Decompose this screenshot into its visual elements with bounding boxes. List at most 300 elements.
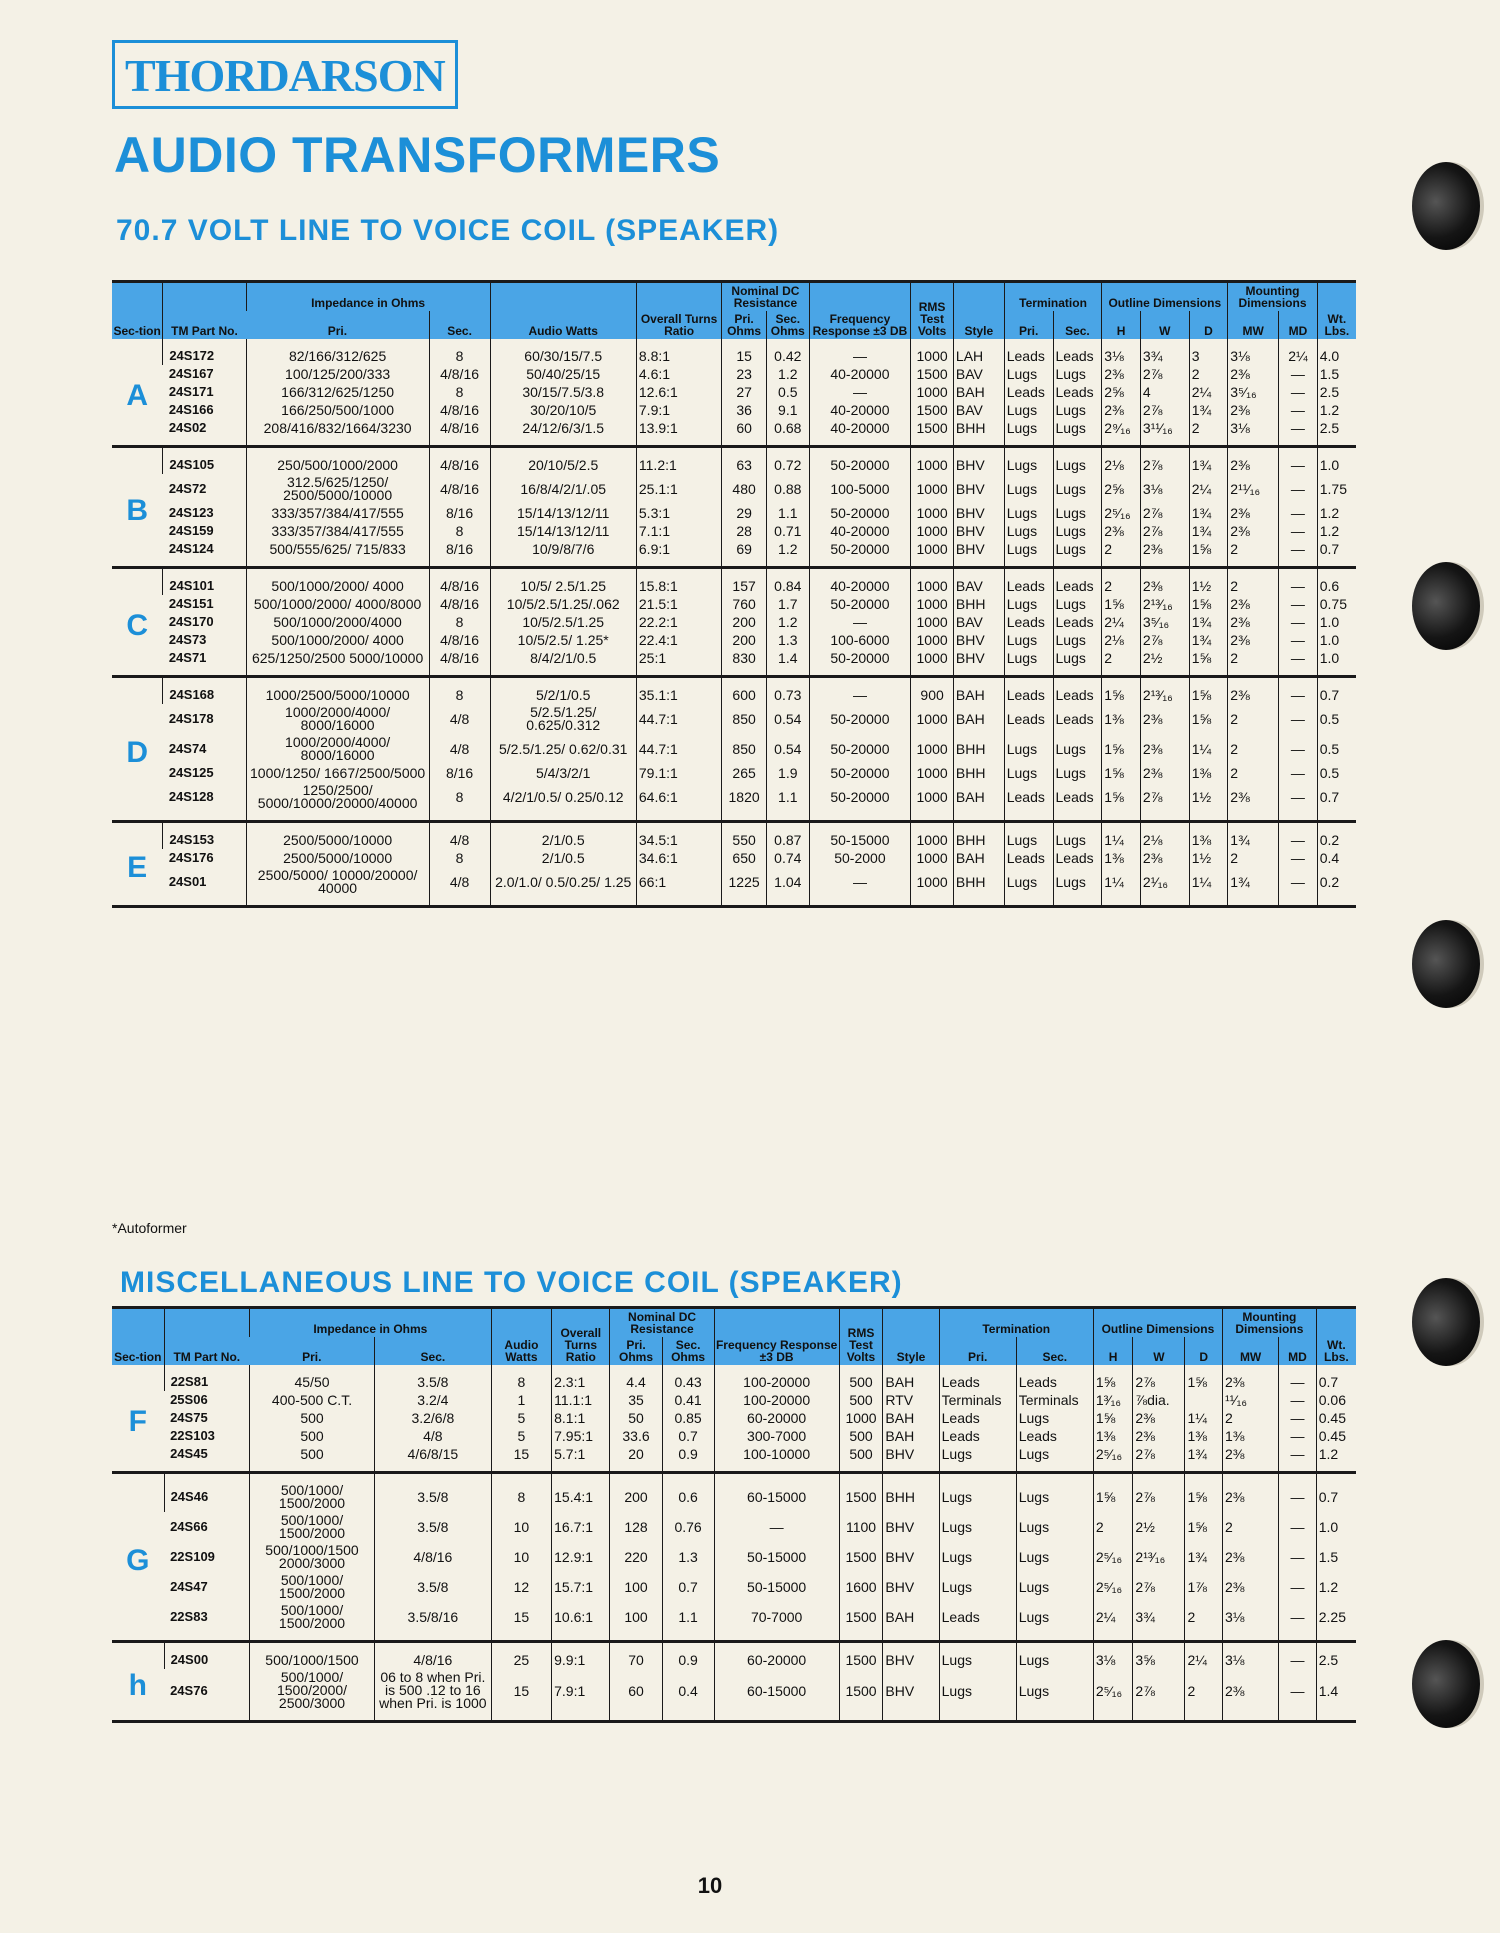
table-cell: 2¹³⁄₁₆ xyxy=(1133,1542,1185,1572)
table-cell: 2 xyxy=(1228,849,1279,867)
table-cell: 15.4:1 xyxy=(552,1473,610,1513)
table-cell: 5/2/1/0.5 xyxy=(490,677,636,705)
section-letter: G xyxy=(112,1473,164,1642)
table-cell: — xyxy=(809,867,911,907)
table-cell: Lugs xyxy=(1004,540,1053,568)
table-cell: 2⅞ xyxy=(1140,522,1189,540)
table-cell: 4/6/8/15 xyxy=(375,1445,492,1473)
table-cell: 2⅜ xyxy=(1222,1365,1278,1391)
header-rms: RMS Test Volts xyxy=(839,1308,883,1366)
table-cell: 16.7:1 xyxy=(552,1512,610,1542)
table-cell: 25 xyxy=(491,1642,551,1670)
table-cell: 3⁵⁄₁₆ xyxy=(1228,383,1279,401)
table-cell: 4/8/16 xyxy=(429,365,490,383)
table-cell: ⅞dia. xyxy=(1133,1391,1185,1409)
table-cell: 1¾ xyxy=(1189,631,1228,649)
table-cell: 24S124 xyxy=(168,541,214,556)
table-cell: 100-20000 xyxy=(714,1391,839,1409)
table-cell: 100/125/200/333 xyxy=(246,365,429,383)
table-cell: 2 xyxy=(1228,764,1279,782)
header-term-pri: Pri. xyxy=(1004,311,1053,339)
table-cell: Leads xyxy=(1004,568,1053,596)
table-cell: 1¾ xyxy=(1189,613,1228,631)
table-cell: 0.68 xyxy=(766,419,809,447)
table-cell: 550 xyxy=(722,822,767,850)
table-cell: 2⅜ xyxy=(1228,613,1279,631)
table-cell: 500 xyxy=(839,1391,883,1409)
table-cell: 1600 xyxy=(839,1572,883,1602)
table-cell: 0.74 xyxy=(766,849,809,867)
table-cell: 4/8/16 xyxy=(429,474,490,504)
table-cell: 3⅛ xyxy=(1222,1602,1278,1642)
table-cell: 500 xyxy=(839,1365,883,1391)
table-cell: 1000 xyxy=(911,383,954,401)
table-cell: 400-500 C.T. xyxy=(250,1391,375,1409)
table-cell: — xyxy=(714,1512,839,1542)
table-cell: 0.06 xyxy=(1316,1391,1356,1409)
table-cell: 2⅞ xyxy=(1140,782,1189,822)
table-cell: Leads xyxy=(939,1602,1016,1642)
table-cell: Lugs xyxy=(1053,631,1102,649)
table-cell: 24S02 xyxy=(168,420,207,435)
table-cell: 500/1000/2000/ 4000/8000 xyxy=(246,595,429,613)
table-cell: 5/2.5/1.25/ 0.62/0.31 xyxy=(490,734,636,764)
table-cell: 2⅜ xyxy=(1222,1669,1278,1722)
table-cell: 1000 xyxy=(911,631,954,649)
table-cell: 1000 xyxy=(911,782,954,822)
table-cell: Lugs xyxy=(939,1473,1016,1513)
header-d: D xyxy=(1185,1337,1223,1365)
table-cell: 1⅜ xyxy=(1189,822,1228,850)
table-cell: 1½ xyxy=(1189,568,1228,596)
table-cell: 10/5/ 2.5/1.25 xyxy=(490,568,636,596)
header-weight: Wt. Lbs. xyxy=(1316,1308,1356,1366)
table-cell: 15/14/13/12/11 xyxy=(490,504,636,522)
table-cell: 2.3:1 xyxy=(552,1365,610,1391)
table-cell: BAV xyxy=(953,365,1004,383)
header-rms: RMS Test Volts xyxy=(911,282,954,340)
table-cell: 15 xyxy=(491,1445,551,1473)
table-cell: 500 xyxy=(250,1427,375,1445)
table-cell: 5 xyxy=(491,1409,551,1427)
table-cell: 3⅛ xyxy=(1102,339,1141,365)
table-cell: Lugs xyxy=(939,1669,1016,1722)
table-cell: — xyxy=(1279,631,1318,649)
table-cell: Leads xyxy=(1053,704,1102,734)
table-cell: BAH xyxy=(883,1365,939,1391)
table-cell: 1¼ xyxy=(1185,1409,1223,1427)
table-cell: Lugs xyxy=(1016,1602,1093,1642)
header-mw: MW xyxy=(1228,311,1279,339)
table-cell: 1.3 xyxy=(662,1542,714,1572)
table-row xyxy=(112,1512,1356,1542)
table-cell: 1000 xyxy=(911,540,954,568)
table-cell: 50-2000 xyxy=(809,849,911,867)
table-cell: Lugs xyxy=(939,1512,1016,1542)
table-cell: 0.72 xyxy=(766,447,809,475)
table-cell: 500/1000/2000/4000 xyxy=(246,613,429,631)
table-cell: 208/416/832/1664/3230 xyxy=(246,419,429,447)
table-row xyxy=(112,568,1356,596)
table-cell: 1⅜ xyxy=(1102,704,1141,734)
table-cell: 1000 xyxy=(911,764,954,782)
table-cell: 1.1 xyxy=(662,1602,714,1642)
section-group-e xyxy=(112,822,1356,907)
table-cell: 2.25 xyxy=(1316,1602,1356,1642)
table-cell: 3.5/8 xyxy=(375,1365,492,1391)
table-cell: 25:1 xyxy=(636,649,721,677)
table-cell: BAV xyxy=(953,613,1004,631)
table-cell: 24S74 xyxy=(168,741,207,756)
table-cell: — xyxy=(1279,522,1318,540)
table-cell: 4/8/16 xyxy=(429,447,490,475)
table-cell: 850 xyxy=(722,734,767,764)
table-cell: 2⅜ xyxy=(1102,401,1141,419)
table-cell: Lugs xyxy=(1004,734,1053,764)
table-cell: 4.6:1 xyxy=(636,365,721,383)
table-cell: — xyxy=(1279,504,1318,522)
table-cell: 2 xyxy=(1102,649,1141,677)
table-cell: 8/16 xyxy=(429,540,490,568)
table-row xyxy=(112,1572,1356,1602)
table-cell: 200 xyxy=(610,1473,662,1513)
table-cell: 2⁵⁄₁₆ xyxy=(1093,1669,1133,1722)
table-cell: 24S167 xyxy=(168,366,214,381)
section-group-c xyxy=(112,568,1356,677)
table-cell: 8 xyxy=(491,1365,551,1391)
table-cell: 2⅞ xyxy=(1133,1365,1185,1391)
table-cell: 1⅝ xyxy=(1093,1365,1133,1391)
table-cell: 6.9:1 xyxy=(636,540,721,568)
table-cell: 1.2 xyxy=(1317,504,1356,522)
table-cell: 0.41 xyxy=(662,1391,714,1409)
table-cell: 15.8:1 xyxy=(636,568,721,596)
header-d: D xyxy=(1189,311,1228,339)
table-cell: 21.5:1 xyxy=(636,595,721,613)
table-cell: 8 xyxy=(429,339,490,365)
table-cell: 2⁵⁄₁₆ xyxy=(1093,1445,1133,1473)
table-cell: 250/500/1000/2000 xyxy=(246,447,429,475)
section-letter: C xyxy=(112,568,163,677)
table-cell: 64.6:1 xyxy=(636,782,721,822)
table-cell: 10/9/8/7/6 xyxy=(490,540,636,568)
table-cell: 4/8/16 xyxy=(429,595,490,613)
table-cell: — xyxy=(1279,1445,1317,1473)
table-cell: 1.1 xyxy=(766,782,809,822)
table-cell: 2⅞ xyxy=(1140,401,1189,419)
table-cell: — xyxy=(1279,419,1318,447)
table-cell: 12.9:1 xyxy=(552,1542,610,1572)
table-cell: 1000/1250/ 1667/2500/5000 xyxy=(246,764,429,782)
table-cell: 4/8/16 xyxy=(429,568,490,596)
table-cell: 2 xyxy=(1189,365,1228,383)
table-cell: 0.4 xyxy=(662,1669,714,1722)
table-cell: 50-20000 xyxy=(809,704,911,734)
table-cell: 40-20000 xyxy=(809,522,911,540)
table-cell: 166/250/500/1000 xyxy=(246,401,429,419)
table-cell: 8.1:1 xyxy=(552,1409,610,1427)
table-cell: Leads xyxy=(1053,568,1102,596)
table-cell: Leads xyxy=(939,1427,1016,1445)
table-row xyxy=(112,1542,1356,1572)
table-cell: 70 xyxy=(610,1642,662,1670)
table-cell: 60-20000 xyxy=(714,1642,839,1670)
table-cell: 1¼ xyxy=(1102,822,1141,850)
header-term-sec: Sec. xyxy=(1016,1337,1093,1365)
table-cell: — xyxy=(1279,849,1318,867)
header-style: Style xyxy=(883,1308,939,1366)
table-cell: — xyxy=(1279,734,1318,764)
table-cell: 1⅝ xyxy=(1102,782,1141,822)
table-cell: 60-15000 xyxy=(714,1473,839,1513)
table-row xyxy=(112,822,1356,850)
table-cell: Lugs xyxy=(1016,1473,1093,1513)
table-row xyxy=(112,383,1356,401)
table-cell: 2¼ xyxy=(1189,474,1228,504)
table-cell: 1000/2500/5000/10000 xyxy=(246,677,429,705)
table-cell: 2⅜ xyxy=(1222,1542,1278,1572)
table-cell: 2¼ xyxy=(1102,613,1141,631)
table-row xyxy=(112,649,1356,677)
table-cell: 0.9 xyxy=(662,1642,714,1670)
table-cell: 24S125 xyxy=(168,765,214,780)
table-cell: 1.0 xyxy=(1317,649,1356,677)
table-cell: Leads xyxy=(1053,677,1102,705)
table-cell: 0.7 xyxy=(662,1572,714,1602)
table-cell: 200 xyxy=(722,613,767,631)
table-cell: Leads xyxy=(939,1365,1016,1391)
table-cell: 4/8 xyxy=(429,867,490,907)
table-cell: 1.2 xyxy=(766,613,809,631)
table-cell: Leads xyxy=(1004,677,1053,705)
table-cell: BHV xyxy=(883,1669,939,1722)
table-row xyxy=(112,504,1356,522)
table-cell: 25.1:1 xyxy=(636,474,721,504)
table-cell: 1⅝ xyxy=(1102,764,1141,782)
table-cell: 2.5 xyxy=(1317,419,1356,447)
table-cell: BHH xyxy=(953,734,1004,764)
table-cell: 40-20000 xyxy=(809,419,911,447)
table-cell: 60 xyxy=(722,419,767,447)
section-group-h xyxy=(112,1642,1356,1722)
binder-hole xyxy=(1412,920,1480,1008)
table-cell: 2⁵⁄₁₆ xyxy=(1093,1572,1133,1602)
spec-table-70v xyxy=(112,280,1356,908)
table-cell: Lugs xyxy=(1016,1445,1093,1473)
table-cell: 1.75 xyxy=(1317,474,1356,504)
table-cell: 2 xyxy=(1222,1512,1278,1542)
header-section: Sec-tion xyxy=(112,1308,164,1366)
table-cell: 40-20000 xyxy=(809,365,911,383)
table-cell: 0.6 xyxy=(662,1473,714,1513)
table-cell: 22S103 xyxy=(170,1428,215,1443)
table-cell: 2¹³⁄₁₆ xyxy=(1140,595,1189,613)
table-cell: 100-6000 xyxy=(809,631,911,649)
table-cell: 1⅜ xyxy=(1189,764,1228,782)
table-cell: 4/8/16 xyxy=(429,631,490,649)
table-cell: Lugs xyxy=(1053,401,1102,419)
table-cell: 7.1:1 xyxy=(636,522,721,540)
table-cell: 333/357/384/417/555 xyxy=(246,504,429,522)
table-cell: 24S01 xyxy=(168,874,207,889)
table-cell: 3.2/4 xyxy=(375,1391,492,1409)
table-cell: 8 xyxy=(429,677,490,705)
table-row xyxy=(112,631,1356,649)
table-cell: 4 xyxy=(1140,383,1189,401)
table-cell: 3.5/8 xyxy=(375,1473,492,1513)
section-group-a xyxy=(112,339,1356,447)
table-cell: 45/50 xyxy=(250,1365,375,1391)
header-audio-watts: Audio Watts xyxy=(490,282,636,340)
table-cell: 2⅜ xyxy=(1140,704,1189,734)
table-cell: — xyxy=(1279,568,1318,596)
table-cell: 1⅜ xyxy=(1185,1427,1223,1445)
table-cell: 2 xyxy=(1228,734,1279,764)
table-cell: 22.4:1 xyxy=(636,631,721,649)
table-cell: Lugs xyxy=(1004,867,1053,907)
table-cell: Leads xyxy=(1004,704,1053,734)
table-cell: 1000 xyxy=(911,474,954,504)
table-cell: 44.7:1 xyxy=(636,734,721,764)
table-cell: 0.7 xyxy=(662,1427,714,1445)
table-cell: Lugs xyxy=(1016,1642,1093,1670)
table-cell: 1000 xyxy=(911,595,954,613)
table-cell: 1.7 xyxy=(766,595,809,613)
header-dc-sec: Sec. Ohms xyxy=(766,311,809,339)
table-cell: 1.0 xyxy=(1317,631,1356,649)
table-cell: 2⅜ xyxy=(1102,522,1141,540)
header-section: Sec-tion xyxy=(112,282,163,340)
table-cell: BAH xyxy=(953,704,1004,734)
table-cell: 1000 xyxy=(911,649,954,677)
table-cell: Lugs xyxy=(1004,504,1053,522)
table-cell: 2¼ xyxy=(1189,383,1228,401)
table-cell: Lugs xyxy=(1053,504,1102,522)
footnote-autoformer: *Autoformer xyxy=(112,1220,187,1236)
header-md: MD xyxy=(1279,1337,1317,1365)
table-cell: 13.9:1 xyxy=(636,419,721,447)
table-cell: 2⅜ xyxy=(1140,540,1189,568)
binder-hole xyxy=(1412,1278,1480,1366)
header-term-pri: Pri. xyxy=(939,1337,1016,1365)
table-cell: 2⅜ xyxy=(1228,365,1279,383)
table-cell: 69 xyxy=(722,540,767,568)
table-cell: 1⅝ xyxy=(1189,595,1228,613)
table-cell: 0.2 xyxy=(1317,867,1356,907)
table-cell: 24S73 xyxy=(168,632,207,647)
table-cell: 24S153 xyxy=(163,822,246,850)
table-cell: 2⅜ xyxy=(1228,631,1279,649)
header-audio-watts: Audio Watts xyxy=(491,1308,551,1366)
table-row xyxy=(112,1669,1356,1722)
table-cell: BHH xyxy=(883,1473,939,1513)
table-row xyxy=(112,522,1356,540)
table-cell: 500 xyxy=(839,1427,883,1445)
table-cell: 1500 xyxy=(911,365,954,383)
binder-hole xyxy=(1412,562,1480,650)
table-cell: 2⅜ xyxy=(1222,1445,1278,1473)
table-cell: 63 xyxy=(722,447,767,475)
table-cell: BAH xyxy=(953,849,1004,867)
table-cell: 2⅜ xyxy=(1228,782,1279,822)
table-cell: 4.0 xyxy=(1317,339,1356,365)
table-cell: 1³⁄₁₆ xyxy=(1093,1391,1133,1409)
table-cell: 1⅝ xyxy=(1189,704,1228,734)
section-letter: D xyxy=(112,677,163,822)
table-cell: 166/312/625/1250 xyxy=(246,383,429,401)
header-outline: Outline Dimensions xyxy=(1093,1308,1222,1338)
table-cell: 24S71 xyxy=(168,650,207,665)
table-cell: 2500/5000/10000 xyxy=(246,849,429,867)
table-cell: 2⁹⁄₁₆ xyxy=(1102,419,1141,447)
table-cell: 2⁵⁄₁₆ xyxy=(1093,1542,1133,1572)
table-cell: 1000 xyxy=(911,867,954,907)
table-cell: 2⅜ xyxy=(1228,401,1279,419)
table-cell: 70-7000 xyxy=(714,1602,839,1642)
table-cell: 24S66 xyxy=(170,1519,208,1534)
table-cell: 157 xyxy=(722,568,767,596)
table-cell: 24S166 xyxy=(168,402,214,417)
table-cell: 1100 xyxy=(839,1512,883,1542)
table-cell: 25S06 xyxy=(170,1392,208,1407)
header-imp-pri: Pri. xyxy=(246,311,429,339)
table-cell: — xyxy=(809,677,911,705)
header-h: H xyxy=(1093,1337,1133,1365)
table-cell: Lugs xyxy=(1004,365,1053,383)
table-cell: 1⅝ xyxy=(1185,1512,1223,1542)
table-cell: 650 xyxy=(722,849,767,867)
table-cell: 2⅜ xyxy=(1133,1427,1185,1445)
table-cell: 3¾ xyxy=(1133,1602,1185,1642)
table-cell: 1⅝ xyxy=(1102,734,1141,764)
table-cell: Lugs xyxy=(939,1542,1016,1572)
table-cell: — xyxy=(1279,595,1318,613)
table-cell: BHV xyxy=(883,1445,939,1473)
table-cell: 2¼ xyxy=(1185,1642,1223,1670)
table-cell: 312.5/625/1250/ 2500/5000/10000 xyxy=(246,474,429,504)
header-term-sec: Sec. xyxy=(1053,311,1102,339)
section-group-d xyxy=(112,677,1356,822)
table-cell: 15 xyxy=(491,1669,551,1722)
table-cell: 1¾ xyxy=(1228,867,1279,907)
table-row xyxy=(112,1473,1356,1513)
table-cell: 2¹⁄₁₆ xyxy=(1140,867,1189,907)
table-cell: BAH xyxy=(953,782,1004,822)
table-cell: 50-15000 xyxy=(714,1542,839,1572)
table-cell: 0.45 xyxy=(1316,1409,1356,1427)
table-cell: 200 xyxy=(722,631,767,649)
table-cell: 50 xyxy=(610,1409,662,1427)
table-cell: 0.5 xyxy=(1317,734,1356,764)
table-cell: 8 xyxy=(429,849,490,867)
table-cell: 2⅝ xyxy=(1102,474,1141,504)
table-cell: 20/10/5/2.5 xyxy=(490,447,636,475)
table-cell: 22S109 xyxy=(170,1549,215,1564)
table-cell: — xyxy=(1279,704,1318,734)
section-letter: A xyxy=(112,339,163,447)
section-heading-misc: MISCELLANEOUS LINE TO VOICE COIL (SPEAKER) xyxy=(120,1266,903,1299)
table-cell: 1¾ xyxy=(1189,447,1228,475)
table-cell: 2⅞ xyxy=(1133,1473,1185,1513)
table-cell: 10 xyxy=(491,1512,551,1542)
table-cell: 0.5 xyxy=(1317,764,1356,782)
table-cell: 50-20000 xyxy=(809,540,911,568)
table-cell: 1000/2000/4000/ 8000/16000 xyxy=(246,734,429,764)
table-cell: 2⅛ xyxy=(1102,447,1141,475)
thordarson-logo: THORDARSON xyxy=(112,40,458,109)
header-frequency: Frequency Response ±3 DB xyxy=(714,1308,839,1366)
table-cell: 8 xyxy=(429,522,490,540)
